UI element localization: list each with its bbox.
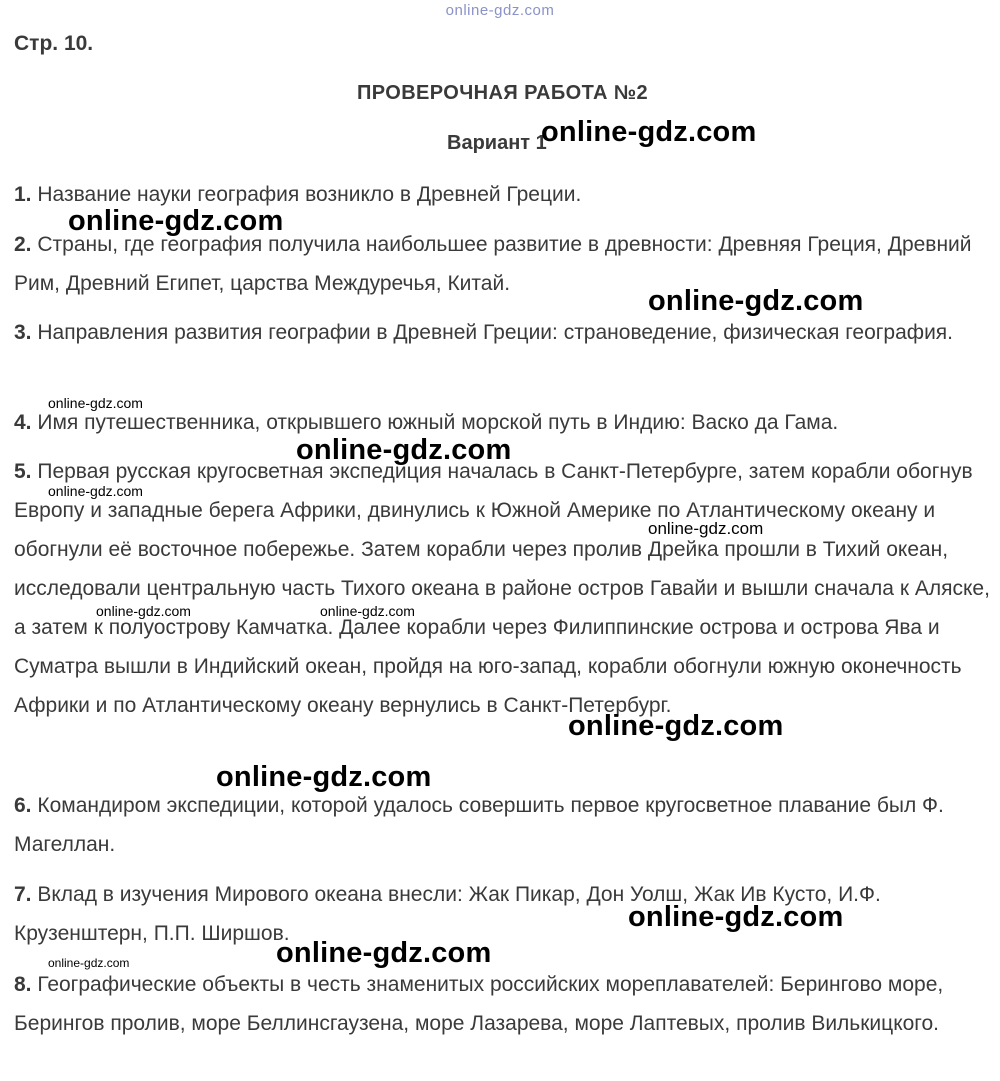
site-watermark-top: online-gdz.com	[445, 2, 555, 19]
watermark-large: online-gdz.com	[648, 285, 864, 317]
question-text: Первая русская кругосветная экспедиция началась в Санкт-Петербурге, затем корабли обогнув Европу и западные берега Африки, двинулись к Южной Америке по Атлантическому океану и обогнули её восточное побережье. Затем корабли через пролив Дрейка прошли в Тихий океан, исследовали центральную часть Тихого океана в районе остров Гавайи и вышли сначала к Аляске, а затем к полуострову Камчатка. Далее корабли через Филиппинские острова и острова Ява и Суматра вышли в Индийский океан, пройдя на юго-запад, корабли обогнули южную оконечность Африки и по Атлантическому океану вернулись в Санкт-Петербург.	[14, 460, 990, 717]
watermark-large: online-gdz.com	[276, 937, 492, 969]
question-number: 8.	[14, 973, 32, 996]
question-number: 6.	[14, 794, 32, 817]
watermark-small: online-gdz.com	[48, 483, 143, 499]
watermark-large: online-gdz.com	[628, 901, 844, 933]
question-text: Имя путешественника, открывшего южный морской путь в Индию: Васко да Гама.	[37, 411, 839, 434]
question-3	[14, 313, 994, 352]
watermark-large: online-gdz.com	[296, 434, 512, 466]
watermark-small: online-gdz.com	[48, 956, 130, 970]
watermark-small: online-gdz.com	[48, 395, 143, 411]
watermark-large: online-gdz.com	[568, 710, 784, 742]
watermark-small: online-gdz.com	[648, 519, 764, 538]
question-number: 7.	[14, 883, 32, 906]
watermark-large: online-gdz.com	[541, 116, 757, 148]
question-number: 5.	[14, 460, 32, 483]
variant-heading: Вариант 1	[447, 132, 547, 154]
watermark-small: online-gdz.com	[320, 603, 415, 619]
watermark-large: online-gdz.com	[68, 205, 284, 237]
question-number: 3.	[14, 321, 32, 344]
question-text: Командиром экспедиции, которой удалось совершить первое кругосветное плавание был Ф. Магеллан.	[14, 794, 944, 856]
question-text: Географические объекты в честь знаменитых российских мореплавателей: Берингово море, Берингов пролив, море Беллинсгаузена, море Лазарева, море Лаптевых, пролив Вилькицкого.	[14, 973, 944, 1035]
question-number: 1.	[14, 183, 32, 206]
page-title: ПРОВЕРОЧНАЯ РАБОТА №2	[356, 82, 649, 104]
question-text: Страны, где география получила наибольшее развитие в древности: Древняя Греция, Древний Рим, Древний Египет, царства Междуречья, Китай.	[14, 233, 972, 295]
watermark-large: online-gdz.com	[216, 761, 432, 793]
question-text: Вклад в изучения Мирового океана внесли: Жак Пикар, Дон Уолш, Жак Ив Кусто, И.Ф. Крузенштерн, П.П. Ширшов.	[14, 883, 881, 945]
question-text: Направления развития географии в Древней Греции: страноведение, физическая география.	[37, 321, 954, 344]
question-6	[14, 786, 994, 864]
question-number: 4.	[14, 411, 32, 434]
page-number: Стр. 10.	[14, 32, 94, 55]
question-7	[14, 875, 994, 953]
question-8	[14, 965, 994, 1043]
question-number: 2.	[14, 233, 32, 256]
question-text: Название науки география возникло в Древней Греции.	[37, 183, 582, 206]
watermark-small: online-gdz.com	[96, 603, 191, 619]
question-5	[14, 452, 994, 725]
